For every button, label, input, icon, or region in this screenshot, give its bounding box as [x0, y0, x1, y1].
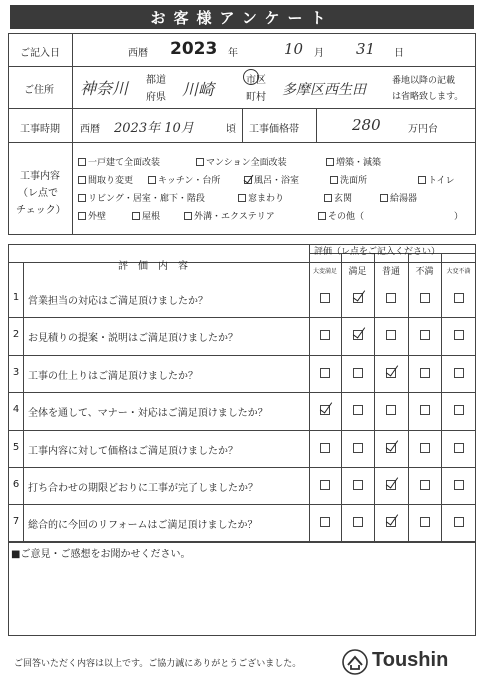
period-value: 2023年 10月 [114, 121, 194, 136]
content-option-checkbox[interactable] [184, 212, 192, 220]
question-number: 1 [12, 292, 20, 303]
eval-column-header: 満足 [348, 267, 367, 277]
rating-checkbox[interactable] [420, 330, 430, 340]
rating-checkbox[interactable] [386, 405, 396, 415]
question-number: 7 [12, 516, 20, 528]
content-option-checkbox[interactable] [78, 158, 86, 166]
content-option[interactable] [324, 191, 352, 204]
city-suffix-1: 市区 [246, 75, 266, 86]
date-label: ご記入日 [20, 48, 60, 59]
period-era: 西暦 [80, 124, 100, 135]
content-option[interactable] [330, 173, 367, 186]
toushin-logo-icon [342, 649, 368, 675]
eval-column-header: 大変不満 [446, 268, 471, 275]
rating-checkbox[interactable] [454, 368, 464, 378]
date-month-unit: 月 [314, 48, 324, 59]
rating-checkbox[interactable] [454, 443, 464, 453]
content-option-label: 玄関 [334, 194, 353, 204]
city-circle-mark [243, 69, 259, 85]
content-label-1: 工事内容 [20, 171, 60, 182]
content-option-checkbox[interactable] [318, 212, 326, 220]
content-option-label: マンション全面改装 [206, 158, 287, 168]
pref-suffix-1: 都道 [146, 75, 166, 86]
footer-note: ご回答いただく内容は以上です。ご協力誠にありがとうございました。 [14, 659, 302, 669]
rating-checkbox[interactable] [353, 480, 363, 490]
question-text: 工事の仕上りはご満足頂けましたか？ [28, 370, 198, 382]
rating-checkbox[interactable] [353, 330, 363, 340]
content-option-label: 給湯器 [390, 194, 418, 204]
question-text: お見積りの提案・説明はご満足頂けましたか？ [28, 333, 238, 345]
content-option-checkbox[interactable] [148, 176, 156, 184]
content-option-checkbox[interactable] [78, 176, 86, 184]
content-label-2: （レ点で [18, 188, 58, 199]
content-option-label: 風呂・浴室 [254, 176, 300, 186]
question-number: 2 [12, 329, 20, 341]
content-option-checkbox[interactable] [132, 212, 140, 220]
question-text: 工事内容に対して価格はご満足頂けましたか？ [28, 445, 238, 457]
rating-checkbox[interactable] [386, 368, 396, 378]
eval-column-header: 不満 [415, 267, 434, 277]
date-year: 2023 [170, 39, 218, 59]
period-suffix: 頃 [226, 124, 236, 135]
rating-checkbox[interactable] [454, 480, 464, 490]
question-text: 営業担当の対応はご満足頂けましたか？ [28, 296, 208, 307]
content-option-label: 増築・減築 [336, 158, 382, 168]
rating-checkbox[interactable] [353, 443, 363, 453]
form-title: お客様アンケート [10, 5, 474, 29]
comments-heading: ■ご意見・ご感想をお聞かせください。 [11, 549, 191, 560]
content-option-checkbox[interactable] [78, 212, 86, 220]
rating-checkbox[interactable] [386, 330, 396, 340]
content-option-checkbox[interactable] [418, 176, 426, 184]
rating-checkbox[interactable] [386, 517, 396, 527]
content-option-label: キッチン・台所 [158, 176, 221, 186]
rating-checkbox[interactable] [454, 293, 464, 303]
question-number: 4 [12, 404, 20, 416]
rating-checkbox[interactable] [353, 293, 363, 303]
content-option[interactable] [132, 209, 160, 222]
content-option[interactable] [78, 191, 205, 204]
rating-checkbox[interactable] [320, 293, 330, 303]
content-option[interactable] [78, 209, 106, 222]
rating-checkbox[interactable] [454, 330, 464, 340]
rating-checkbox[interactable] [320, 480, 330, 490]
date-day: 31 [356, 40, 376, 58]
content-option[interactable] [238, 191, 284, 204]
rating-checkbox[interactable] [420, 517, 430, 527]
content-option-checkbox[interactable] [330, 176, 338, 184]
question-text: 総合的に今回のリフォームはご満足頂けましたか？ [28, 520, 258, 532]
rating-checkbox[interactable] [420, 480, 430, 490]
content-option[interactable] [184, 209, 275, 222]
content-option-checkbox[interactable] [380, 194, 388, 202]
content-option-label: 屋根 [142, 212, 161, 222]
content-option-label: 一戸建て全面改装 [88, 158, 161, 168]
content-option[interactable] [326, 155, 381, 168]
address-ward: 多摩区西生田 [282, 82, 366, 98]
city-suffix-2: 町村 [246, 92, 266, 103]
content-option[interactable] [148, 173, 220, 186]
rating-checkbox[interactable] [353, 517, 363, 527]
date-month: 10 [284, 40, 304, 58]
address-label: ご住所 [24, 85, 54, 96]
eval-header-left: 評 価 内 容 [118, 261, 188, 272]
address-prefecture: 神奈川 [80, 79, 129, 98]
rating-checkbox[interactable] [386, 293, 396, 303]
content-option-checkbox[interactable] [238, 194, 246, 202]
content-option[interactable] [78, 173, 133, 186]
rating-checkbox[interactable] [420, 368, 430, 378]
rating-checkbox[interactable] [386, 480, 396, 490]
question-number: 3 [12, 366, 20, 378]
content-label-3: チェック） [16, 205, 66, 216]
content-option[interactable] [78, 155, 160, 168]
rating-checkbox[interactable] [420, 405, 430, 415]
content-option[interactable] [418, 173, 455, 186]
date-year-unit: 年 [228, 48, 238, 59]
rating-checkbox[interactable] [353, 368, 363, 378]
content-option-label: 窓まわり [248, 194, 285, 204]
address-city: 川崎 [182, 80, 215, 99]
content-option-checkbox[interactable] [244, 176, 252, 184]
content-option-label: 間取り変更 [88, 176, 134, 186]
eval-column-header: 大変満足 [312, 268, 337, 275]
content-option[interactable] [318, 209, 463, 222]
content-option-checkbox[interactable] [324, 194, 332, 202]
address-note-1: 番地以降の記載 [392, 76, 456, 86]
content-option[interactable] [244, 173, 299, 186]
rating-checkbox[interactable] [386, 443, 396, 453]
date-day-unit: 日 [394, 48, 404, 59]
rating-checkbox[interactable] [454, 405, 464, 415]
rating-checkbox[interactable] [320, 443, 330, 453]
eval-header-right: 評価（レ点をご記入ください） [314, 247, 441, 257]
rating-checkbox[interactable] [320, 405, 330, 415]
content-option-label: トイレ [428, 176, 455, 186]
rating-checkbox[interactable] [320, 517, 330, 527]
rating-checkbox[interactable] [420, 293, 430, 303]
rating-checkbox[interactable] [420, 443, 430, 453]
rating-checkbox[interactable] [454, 517, 464, 527]
content-option[interactable] [380, 191, 417, 204]
content-option-label: 外壁 [88, 212, 107, 222]
content-option-label: 洗面所 [340, 176, 368, 186]
content-option[interactable] [196, 155, 287, 168]
pref-suffix-2: 府県 [146, 92, 166, 103]
price-value: 280 [352, 116, 381, 134]
question-text: 打ち合わせの期限どおりに工事が完了しましたか？ [28, 483, 258, 494]
toushin-brand: Toushin [372, 649, 449, 671]
content-option-checkbox[interactable] [196, 158, 204, 166]
content-option-label: 外溝・エクステリア [194, 212, 275, 222]
period-label: 工事時期 [20, 124, 60, 135]
eval-column-header: 普通 [381, 267, 400, 277]
date-era: 西暦 [128, 48, 148, 59]
address-note-2: は省略致します。 [392, 92, 464, 102]
question-number: 5 [12, 441, 20, 453]
question-number: 6 [12, 479, 20, 490]
content-option-label: その他（ ） [328, 212, 464, 222]
price-label: 工事価格帯 [249, 124, 299, 135]
rating-checkbox[interactable] [353, 405, 363, 415]
content-option-checkbox[interactable] [78, 194, 86, 202]
content-option-checkbox[interactable] [326, 158, 334, 166]
rating-checkbox[interactable] [320, 368, 330, 378]
question-text: 全体を通して、マナー・対応はご満足頂けましたか？ [28, 408, 268, 420]
price-unit: 万円台 [408, 124, 438, 135]
content-option-label: リビング・居室・廊下・階段 [88, 194, 205, 204]
rating-checkbox[interactable] [320, 330, 330, 340]
